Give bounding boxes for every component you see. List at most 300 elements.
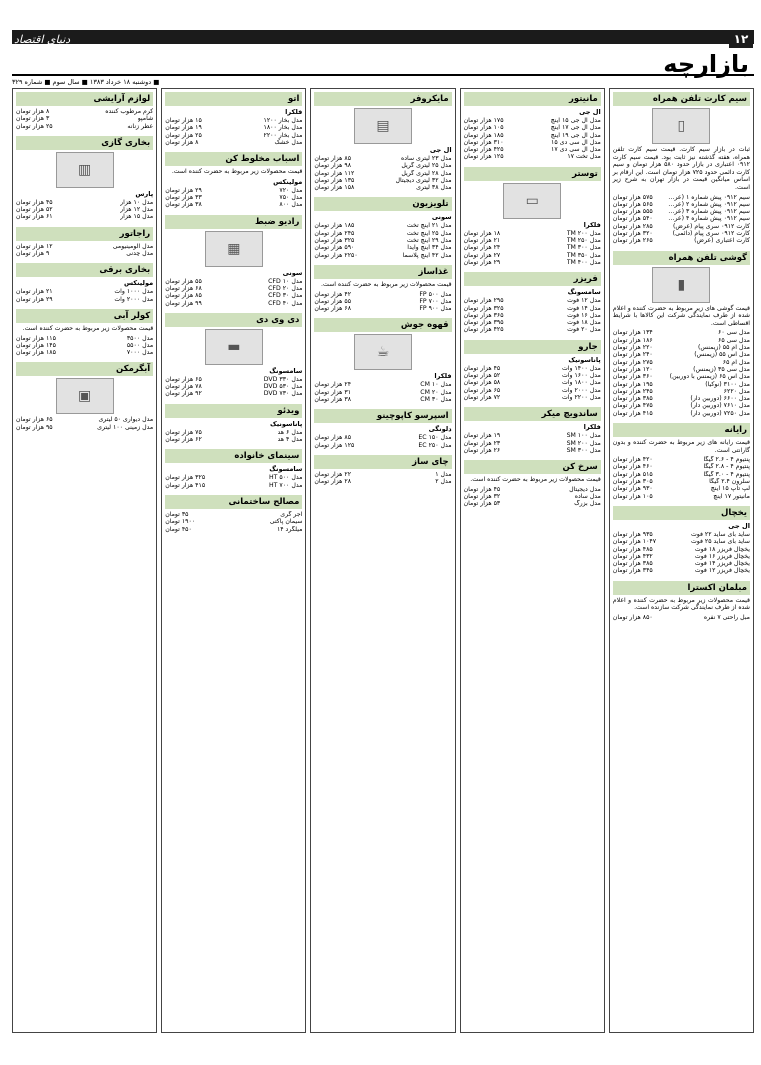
price-row bbox=[16, 349, 153, 356]
product-price: ۹۸ هزار تومان bbox=[314, 162, 352, 170]
section bbox=[16, 362, 153, 431]
price-row bbox=[613, 237, 750, 244]
section bbox=[165, 92, 302, 146]
price-row bbox=[464, 440, 601, 447]
product-price: ۲۵ هزار تومان bbox=[15, 122, 53, 130]
price-row bbox=[464, 244, 601, 251]
price-row bbox=[16, 213, 153, 220]
product-name: یخچال فریزر ۱۲ فوت bbox=[694, 567, 750, 575]
product-name: میلگرد ۱۴ bbox=[276, 525, 303, 533]
price-row bbox=[464, 146, 601, 153]
section bbox=[464, 340, 601, 401]
brand-name: سامسونگ bbox=[269, 366, 303, 375]
price-row bbox=[464, 447, 601, 454]
price-row bbox=[464, 312, 601, 319]
product-name: سیمان پاکتی bbox=[269, 518, 303, 526]
product-price: ۹ هزار تومان bbox=[15, 250, 50, 258]
product-price: ۳۶۵ هزار تومان bbox=[463, 311, 504, 319]
price-row bbox=[464, 237, 601, 244]
product-name: مدل ۷۰۰۰ bbox=[126, 349, 154, 357]
product-name: پنتیوم ۴ - ۳.۰ گیگا bbox=[703, 470, 750, 478]
product-price: ۸۵ هزار تومان bbox=[314, 434, 352, 442]
section-title: مایکروفر bbox=[314, 92, 451, 106]
brand-name: ال جی bbox=[579, 108, 601, 116]
section bbox=[613, 251, 750, 417]
product-price: ۲۸۵ هزار تومان bbox=[612, 222, 653, 230]
product-name: مدل خشک bbox=[274, 138, 303, 146]
product-name: مدل ۴ هد bbox=[277, 436, 303, 444]
product-price: ۶۲ هزار تومان bbox=[165, 436, 202, 444]
product-price: ۴۲۵ هزار تومان bbox=[463, 146, 504, 154]
product-name: مدل ال جی ۱۵ اینچ bbox=[550, 117, 601, 124]
product-name: لپ تاپ ۱۵ اینچ bbox=[710, 485, 750, 493]
product-price: ۳۱۰ هزار تومان bbox=[463, 138, 504, 146]
product-price: ۲۹ هزار تومان bbox=[463, 258, 501, 266]
product-name: مدل CFD ۱۰ bbox=[268, 277, 303, 285]
product-price: ۲۱ هزار تومان bbox=[463, 237, 501, 245]
price-row bbox=[165, 201, 302, 208]
product-image-icon: ▦ bbox=[205, 231, 263, 267]
product-price: ۵۲ هزار تومان bbox=[463, 372, 501, 380]
section bbox=[613, 506, 750, 575]
column-1 bbox=[609, 88, 754, 1033]
section-title: قهوه جوش bbox=[314, 318, 451, 332]
section-intro: قیمت محصولات زیر مربوط به حضرت کننده و اعلام شده از طرف نمایندگی شرکت سازنده است. bbox=[612, 596, 750, 612]
product-price: ۲۸ هزار تومان bbox=[314, 478, 352, 486]
product-price: ۲۹ هزار تومان bbox=[15, 295, 53, 303]
brand-name: سامسونگ bbox=[269, 465, 303, 474]
product-price: ۱۷۵ هزار تومان bbox=[463, 117, 504, 124]
price-row bbox=[165, 429, 302, 436]
product-name: مدل ۱۵ هزار bbox=[120, 213, 154, 221]
price-row bbox=[613, 493, 750, 500]
product-price: ۴۵ هزار تومان bbox=[463, 364, 501, 372]
product-price: ۳۲۵ هزار تومان bbox=[463, 304, 504, 312]
dateline: ■ دوشنبه ۱۸ خرداد ۱۳۸۳ ■ سال سوم ■ شماره ۳۲۹ bbox=[12, 74, 754, 86]
section-title: مبلمان اکسترا bbox=[613, 581, 750, 595]
price-row bbox=[16, 424, 153, 431]
product-name: مدل ۳۵۰۰ bbox=[126, 334, 154, 342]
product-name: مدل SM ۲۰۰ bbox=[566, 439, 601, 447]
product-price: ۱۹ هزار تومان bbox=[165, 124, 202, 132]
product-price: ۳۰۵ هزار تومان bbox=[612, 478, 653, 486]
section bbox=[165, 495, 302, 533]
price-row bbox=[314, 381, 451, 388]
brand-name: فلکرا bbox=[583, 220, 601, 229]
section bbox=[16, 227, 153, 258]
brand-name: سونی bbox=[431, 213, 452, 222]
section-title: دی وی دی bbox=[165, 313, 302, 327]
product-price: ۸۵۰ هزار تومان bbox=[612, 613, 653, 621]
product-price: ۱۰۵ هزار تومان bbox=[612, 492, 653, 500]
product-price: ۱۱۲ هزار تومان bbox=[314, 169, 355, 177]
section-title: بخاری گازی bbox=[16, 136, 153, 150]
product-price: ۲۵ هزار تومان bbox=[165, 131, 202, 139]
product-image-icon: ▤ bbox=[354, 108, 412, 144]
product-name: مدل آلومینیومی bbox=[112, 242, 154, 250]
price-row bbox=[16, 335, 153, 342]
product-name: مدل ۲۱ اینچ تخت bbox=[406, 222, 452, 230]
section bbox=[314, 197, 451, 258]
product-price: ۲۲۵۰ هزار تومان bbox=[314, 251, 358, 259]
price-row bbox=[613, 546, 750, 553]
product-name: مدل ۱۸۰۰ وات bbox=[561, 379, 601, 387]
product-price: ۷۸ هزار تومان bbox=[165, 383, 202, 391]
section-intro: قیمت محصولات زیر مربوط به حضرت کننده است. bbox=[321, 280, 452, 288]
product-name: ساید بای ساید ۲۵ فوت bbox=[690, 538, 750, 546]
section bbox=[314, 409, 451, 449]
price-row bbox=[16, 108, 153, 115]
product-name: مدل DVD ۵۳۰ bbox=[263, 383, 303, 391]
section bbox=[464, 92, 601, 161]
price-row bbox=[464, 486, 601, 493]
section-title: سیم کارت تلفن همراه bbox=[613, 92, 750, 106]
product-name: مدل ام ۵۵ (زیمنس) bbox=[697, 344, 750, 352]
section-intro: قیمت محصولات زیر مربوط به حضرت کننده است. bbox=[470, 476, 601, 484]
product-price: ۳۱ هزار تومان bbox=[314, 388, 352, 396]
product-price: ۵۹۰ هزار تومان bbox=[314, 244, 355, 252]
product-price: ۳۸۵ هزار تومان bbox=[612, 560, 653, 568]
product-name: یخچال فریزر ۱۴ فوت bbox=[694, 560, 750, 568]
price-row bbox=[314, 237, 451, 244]
product-price: ۳۸۵ هزار تومان bbox=[612, 395, 653, 403]
section-title: مصالح ساختمانی bbox=[165, 495, 302, 509]
product-name: مدل چدنی bbox=[126, 250, 154, 258]
product-price: ۴۳۲ هزار تومان bbox=[612, 552, 653, 560]
price-row bbox=[314, 471, 451, 478]
product-price: ۲۲ هزار تومان bbox=[314, 470, 352, 478]
section bbox=[314, 92, 451, 191]
product-price: ۵۱۵ هزار تومان bbox=[612, 470, 653, 478]
price-row bbox=[314, 170, 451, 177]
price-row bbox=[165, 292, 302, 299]
product-name: مدل FP ۷۰۰ bbox=[419, 297, 452, 305]
product-price: ۲۴ هزار تومان bbox=[463, 244, 501, 252]
product-price: ۲۹ هزار تومان bbox=[165, 186, 202, 194]
price-row bbox=[314, 291, 451, 298]
section-title: رایانه bbox=[613, 423, 750, 437]
price-row bbox=[613, 463, 750, 470]
price-row bbox=[464, 365, 601, 372]
product-price: ۱۴۵ هزار تومان bbox=[15, 341, 56, 349]
product-price: ۲۱ هزار تومان bbox=[15, 288, 53, 296]
product-image-icon: ☕ bbox=[354, 334, 412, 370]
product-price: ۸۵ هزار تومان bbox=[165, 292, 202, 300]
section bbox=[613, 92, 750, 245]
price-row bbox=[464, 372, 601, 379]
product-price: ۵۷۵ هزار تومان bbox=[612, 193, 653, 201]
product-name: مدل HT ۵۰۰ bbox=[268, 474, 303, 482]
price-row bbox=[314, 478, 451, 485]
product-price: ۵۵۵ هزار تومان bbox=[612, 208, 653, 216]
product-name: مدل CM ۱۰ bbox=[420, 381, 452, 389]
product-name: مدل زمینی ۱۰۰ لیتری bbox=[97, 423, 154, 431]
product-name: مبل راحتی ۷ نفره bbox=[703, 613, 750, 621]
section bbox=[464, 407, 601, 454]
product-price: ۹۲ هزار تومان bbox=[165, 390, 202, 398]
product-name: مدل CM ۳۰ bbox=[420, 396, 452, 404]
product-name: مدل ۱۸ فوت bbox=[567, 319, 601, 327]
section-intro: ثبات در بازار سیم کارت. قیمت سیم کارت تلفن همراه، هفته گذشته نیز ثابت بود. قیمت سیم کارت ۰۹۱۲ اعتباری در بازار حدود ۵۸۰ هزار تومان و سیم کارت دائمی حدود ۷۲۵ هزار تومان است. این ارقام بر اساس میانگین قیمت در بازار تهران به شرح زیر است. bbox=[612, 146, 750, 191]
price-row bbox=[613, 402, 750, 409]
price-row bbox=[165, 124, 302, 131]
section bbox=[16, 263, 153, 303]
price-row bbox=[613, 478, 750, 485]
section bbox=[314, 265, 451, 312]
price-row bbox=[613, 215, 750, 222]
section-title: اسپرسو کاپوچینو bbox=[314, 409, 451, 423]
product-name: مدل سی ۶۵ bbox=[718, 336, 750, 344]
product-price: ۱۹۰۰ تومان bbox=[165, 518, 196, 526]
section-title: بخاری برقی bbox=[16, 263, 153, 277]
price-row bbox=[464, 297, 601, 304]
price-row bbox=[165, 436, 302, 443]
product-price: ۳۸ هزار تومان bbox=[314, 396, 352, 404]
section-title: تلویزیون bbox=[314, 197, 451, 211]
price-row bbox=[165, 390, 302, 397]
product-name: کارت ۰۹۱۲ سری پیام (عرض) bbox=[673, 222, 750, 230]
product-price: ۶۵ هزار تومان bbox=[15, 416, 53, 424]
product-name: مدل ۲۰۰۰ وات bbox=[561, 386, 601, 394]
product-name: مدل ال سی دی ۱۷ bbox=[551, 146, 601, 154]
price-row bbox=[16, 416, 153, 423]
price-row bbox=[165, 194, 302, 201]
section bbox=[16, 136, 153, 221]
product-price: ۳۲۰ هزار تومان bbox=[612, 230, 653, 238]
product-price: ۴۱۵ هزار تومان bbox=[612, 409, 653, 417]
product-name: مدل ۷۲۵۰ (دوربین دار) bbox=[690, 409, 750, 417]
product-price: ۷۵ هزار تومان bbox=[165, 428, 202, 436]
product-price: ۲۷۵ هزار تومان bbox=[612, 358, 653, 366]
product-price: ۱۸۵ هزار تومان bbox=[314, 222, 355, 230]
price-row bbox=[16, 250, 153, 257]
product-name: مدل TM ۴۰۰ bbox=[566, 258, 601, 266]
product-price: ۲۳ هزار تومان bbox=[463, 439, 501, 447]
section-title: لوازم آرایشی bbox=[16, 92, 153, 106]
price-row bbox=[613, 337, 750, 344]
product-price: ۸ هزار تومان bbox=[165, 138, 199, 146]
product-name: مدل CFD ۲۰ bbox=[268, 284, 303, 292]
product-name: مدل ۶ هد bbox=[277, 428, 303, 436]
price-row bbox=[16, 123, 153, 130]
product-name: مدل SM ۱۰۰ bbox=[566, 432, 601, 440]
brand-name: فلکرا bbox=[434, 372, 452, 381]
product-name: مدل EC ۱۵۰ bbox=[418, 434, 452, 442]
product-price: ۲۲۰ هزار تومان bbox=[612, 344, 653, 352]
product-name: مدل DVD ۳۳۰ bbox=[263, 375, 303, 383]
product-price: ۲۴ هزار تومان bbox=[314, 381, 352, 389]
section bbox=[165, 215, 302, 307]
product-name: مدل ۱۲ هزار bbox=[120, 206, 154, 214]
price-row bbox=[165, 526, 302, 533]
price-row bbox=[165, 482, 302, 489]
product-price: ۱۹۵ هزار تومان bbox=[612, 380, 653, 388]
brand-name: فلکرا bbox=[285, 108, 303, 116]
product-name: یخچال فریزر ۱۸ فوت bbox=[694, 545, 750, 553]
product-price: ۱۵۸ هزار تومان bbox=[314, 184, 355, 192]
price-row bbox=[165, 187, 302, 194]
product-price: ۴۵۰ تومان bbox=[165, 525, 192, 533]
product-price: ۲۴۵ هزار تومان bbox=[314, 229, 355, 237]
product-name: مدل ۲۳ لیتری ساده bbox=[401, 155, 452, 162]
price-row bbox=[613, 208, 750, 215]
section bbox=[464, 272, 601, 333]
product-price: ۸ هزار تومان bbox=[15, 108, 50, 115]
product-name: مدل ۲ bbox=[435, 478, 452, 486]
product-price: ۲۴۰ هزار تومان bbox=[612, 351, 653, 359]
product-name: مدل TM ۲۵۰ bbox=[566, 237, 601, 245]
brand-name: دلونگی bbox=[428, 425, 452, 434]
product-image-icon: ▯ bbox=[652, 108, 710, 144]
price-row bbox=[613, 560, 750, 567]
product-name: پنتیوم ۴ - ۲.۸ گیگا bbox=[703, 463, 750, 471]
columns-container bbox=[12, 88, 754, 1033]
brand-name: مولینکس bbox=[273, 177, 303, 186]
section-title: سینمای خانواده bbox=[165, 449, 302, 463]
product-name: مدل ال سی دی ۱۵ bbox=[551, 138, 601, 146]
price-row bbox=[16, 243, 153, 250]
price-row bbox=[464, 153, 601, 160]
price-row bbox=[165, 139, 302, 146]
price-row bbox=[613, 388, 750, 395]
product-price: ۴۱۵ هزار تومان bbox=[165, 481, 206, 489]
product-price: ۱۸۵ هزار تومان bbox=[463, 131, 504, 139]
product-name: مدل ۷۵۰ bbox=[279, 194, 303, 202]
product-name: مدل ال جی ۱۹ اینچ bbox=[550, 131, 601, 139]
product-price: ۵۲ هزار تومان bbox=[15, 206, 53, 214]
section bbox=[464, 167, 601, 266]
column-5 bbox=[12, 88, 157, 1033]
section-title: غذاساز bbox=[314, 265, 451, 279]
product-price: ۱۳۵ هزار تومان bbox=[314, 176, 355, 184]
section bbox=[16, 309, 153, 356]
section-title: اتو bbox=[165, 92, 302, 106]
product-name: کارت اعتباری (عرض) bbox=[694, 237, 750, 245]
price-row bbox=[16, 342, 153, 349]
price-row bbox=[165, 376, 302, 383]
section-intro: قیمت محصولات زیر مربوط به حضرت کننده است. bbox=[171, 168, 303, 176]
section-title: مانیتور bbox=[464, 92, 601, 106]
top-bar bbox=[12, 30, 754, 44]
section-title: رادیو ضبط bbox=[165, 215, 302, 229]
product-name: مدل ۲۵ لیتری گریل bbox=[401, 162, 452, 170]
section bbox=[16, 92, 153, 130]
section bbox=[165, 152, 302, 208]
product-price: ۶۱ هزار تومان bbox=[15, 213, 53, 221]
section-title: ویدئو bbox=[165, 404, 302, 418]
section-title: آبگرمکن bbox=[16, 362, 153, 376]
product-name: مدل بخار ۱۲۰۰ bbox=[263, 117, 303, 124]
price-row bbox=[16, 296, 153, 303]
product-price: ۱۲۰ هزار تومان bbox=[612, 365, 653, 373]
product-price: ۳۴۵ هزار تومان bbox=[612, 567, 653, 575]
product-price: ۱۱۵ هزار تومان bbox=[15, 334, 56, 342]
price-row bbox=[165, 474, 302, 481]
price-row bbox=[464, 432, 601, 439]
product-price: ۶۸ هزار تومان bbox=[165, 284, 202, 292]
product-price: ۵۸ هزار تومان bbox=[463, 379, 501, 387]
product-price: ۱۲۵ هزار تومان bbox=[463, 153, 504, 161]
product-name: ساید بای ساید ۲۲ فوت bbox=[690, 530, 750, 538]
price-row bbox=[165, 511, 302, 518]
product-name: مدل ۸۰۰ bbox=[279, 201, 303, 209]
price-row bbox=[613, 614, 750, 621]
product-image-icon: ▭ bbox=[503, 183, 561, 219]
section bbox=[314, 455, 451, 486]
product-image-icon: ▬ bbox=[205, 329, 263, 365]
section-title: جارو bbox=[464, 340, 601, 354]
price-row bbox=[464, 139, 601, 146]
price-row bbox=[314, 305, 451, 312]
product-name: مدل TM ۳۵۰ bbox=[566, 251, 601, 259]
brand-name: پاناسونیک bbox=[568, 355, 601, 364]
product-price: ۴۲۵ هزار تومان bbox=[463, 326, 504, 334]
product-name: مانیتور ۱۷ اینچ bbox=[713, 492, 750, 500]
price-row bbox=[314, 442, 451, 449]
price-row bbox=[464, 305, 601, 312]
product-name: مدل ۳۲ لیتری دیجیتال bbox=[395, 176, 452, 184]
product-name: آجر گری bbox=[280, 510, 303, 518]
product-price: ۹۳۰ هزار تومان bbox=[612, 485, 653, 493]
product-name: سیم ۰۹۱۲ پیش شماره ۳ (عرض) bbox=[664, 208, 750, 216]
product-price: ۱۸۶ هزار تومان bbox=[612, 336, 653, 344]
price-row bbox=[314, 222, 451, 229]
brand-name: پاناسونیک bbox=[269, 419, 303, 428]
product-name: مدل تخت ۱۷ bbox=[567, 153, 601, 161]
product-price: ۳ هزار تومان bbox=[15, 115, 50, 123]
page-title: بازارچه bbox=[663, 50, 749, 78]
product-name: مدل ۶۶۰۰ (دوربین دار) bbox=[690, 395, 750, 403]
section-title: راجاتور bbox=[16, 227, 153, 241]
price-row bbox=[314, 155, 451, 162]
section-intro: قیمت رایانه های زیر مربوط به حضرت کننده و بدون گارانتی است. bbox=[612, 438, 750, 454]
price-row bbox=[613, 223, 750, 230]
product-name: مدل ۲۰۰۰ وات bbox=[114, 295, 154, 303]
section bbox=[165, 313, 302, 398]
price-row bbox=[16, 199, 153, 206]
product-name: مدل ۱۰۰۰ وات bbox=[114, 288, 154, 296]
price-row bbox=[165, 300, 302, 307]
product-price: ۶۵ هزار تومان bbox=[165, 375, 202, 383]
product-price: ۲۹۵ هزار تومان bbox=[463, 297, 504, 305]
brand-name: سونی bbox=[282, 268, 303, 277]
product-price: ۳۲ هزار تومان bbox=[463, 493, 501, 501]
product-name: سیم ۰۹۱۲ پیش شماره ۴ (عرض) bbox=[664, 215, 750, 223]
product-price: ۵۵ هزار تومان bbox=[314, 297, 352, 305]
price-row bbox=[314, 434, 451, 441]
product-name: یخچال فریزر ۱۶ فوت bbox=[694, 552, 750, 560]
price-row bbox=[165, 383, 302, 390]
price-row bbox=[613, 381, 750, 388]
price-row bbox=[464, 326, 601, 333]
price-row bbox=[613, 567, 750, 574]
section-intro: قیمت گوشی های زیر مربوط به حضرت کننده و اعلام شده از طرف نمایندگی شرکت این کالاها با شرایط اقساطی است. bbox=[612, 304, 750, 327]
price-row bbox=[464, 379, 601, 386]
section-title: اسباب مخلوط کن bbox=[165, 152, 302, 166]
product-name: مدل ۳۴ اینچ وایدا bbox=[407, 244, 452, 252]
price-row bbox=[613, 395, 750, 402]
product-price: ۹۹ هزار تومان bbox=[165, 299, 202, 307]
product-name: سیم ۰۹۱۲ پیش شماره ۲ (عرض) bbox=[664, 200, 750, 208]
section-title: سرخ کن bbox=[464, 460, 601, 474]
price-row bbox=[314, 252, 451, 259]
price-row bbox=[613, 553, 750, 560]
product-name: مدل ۲۵ اینچ تخت bbox=[406, 229, 452, 237]
product-name: مدل اس ۵۵ (زیمنس) bbox=[694, 351, 750, 359]
price-row bbox=[165, 518, 302, 525]
page-number: ۱۲ bbox=[729, 30, 753, 48]
product-name: سیم ۰۹۱۲ پیش شماره ۱ (عرض) bbox=[664, 193, 750, 201]
